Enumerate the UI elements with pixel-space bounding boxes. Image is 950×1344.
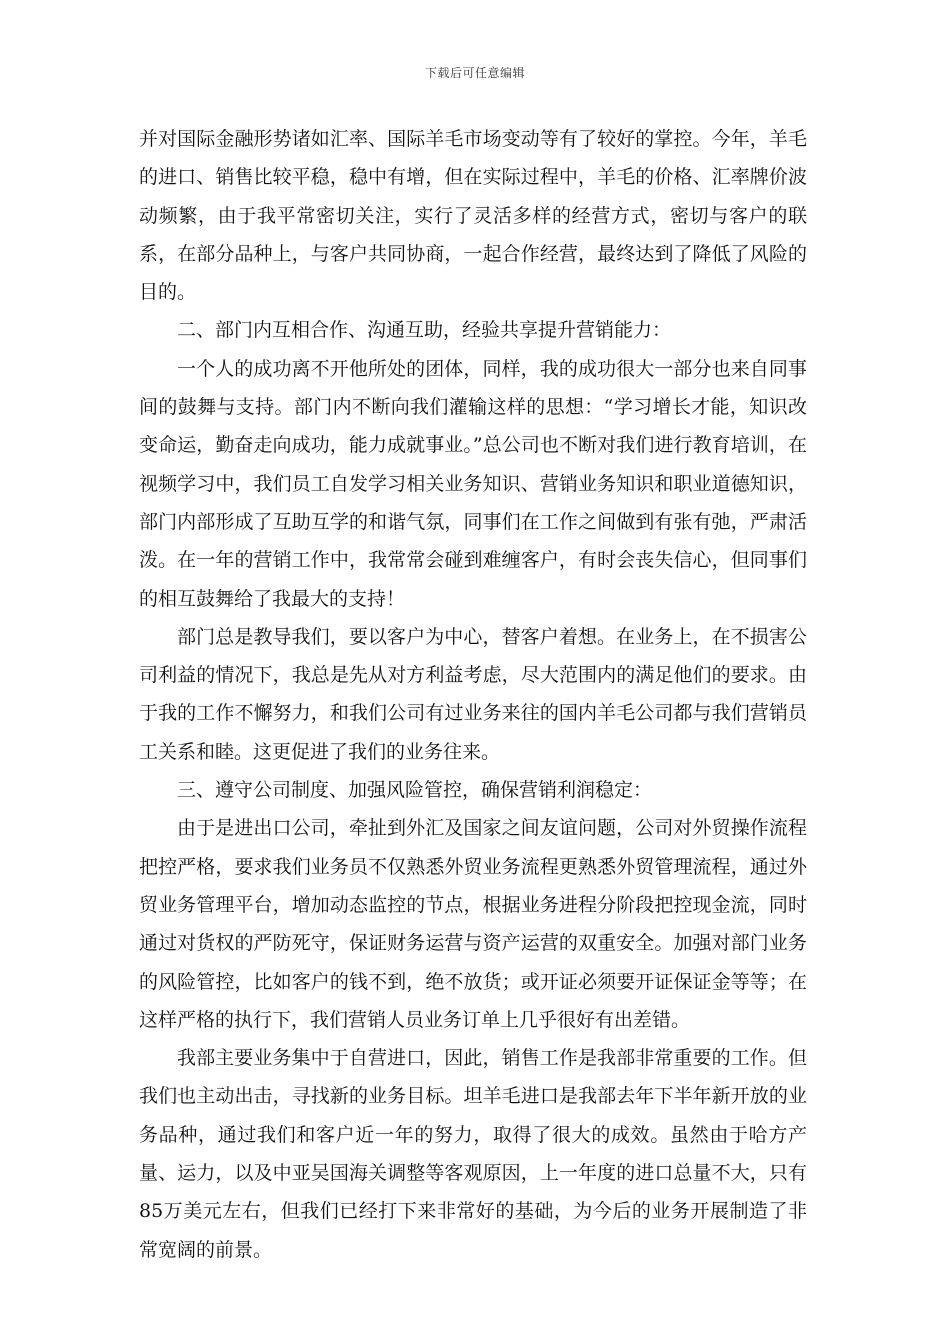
paragraph-3: 部门总是教导我们，要以客户为中心，替客户着想。在业务上，在不损害公司利益的情况下，我总是先从对方利益考虑，尽大范围内的满足他们的要求。由于我的工作不懈努力，和我们公司有过业务来往的国内羊毛公司都与我们营销员工关系和睦。这更促进了我们的业务往来。	[139, 625, 807, 763]
section-heading-2: 二、部门内互相合作、沟通互助，经验共享提升营销能力：	[177, 319, 672, 342]
paragraph-2: 一个人的成功离不开他所处的团体，同样，我的成功很大一部分也来自同事间的鼓舞与支持。部门内不断向我们灌输这样的思想：“学习增长才能，知识改变命运，勤奋走向成功，能力成就事业。”总公司也不断对我们进行教育培训，在视频学习中，我们员工自发学习相关业务知识、营销业务知识和职业道德知识，部门内部形成了互助互学的和谐气氛，同事们在工作之间做到有张有弛，严肃活泼。在一年的营销工作中，我常常会碰到难缠客户，有时会丧失信心，但同事们的相互鼓舞给了我最大的支持！	[139, 357, 807, 610]
paragraph-4: 由于是进出口公司，牵扯到外汇及国家之间友谊问题，公司对外贸操作流程把控严格，要求我们业务员不仅熟悉外贸业务流程更熟悉外贸管理流程，通过外贸业务管理平台，增加动态监控的节点，根据业务进程分阶段把控现金流，同时通过对货权的严防死守，保证财务运营与资产运营的双重安全。加强对部门业务的风险管控，比如客户的钱不到，绝不放货；或开证必须要开证保证金等等；在这样严格的执行下，我们营销人员业务订单上几乎很好有出差错。	[139, 817, 807, 1031]
paragraph-5: 我部主要业务集中于自营进口，因此，销售工作是我部非常重要的工作。但我们也主动出击，寻找新的业务目标。坦羊毛进口是我部去年下半年新开放的业务品种，通过我们和客户近一年的努力，取得了很大的成效。虽然由于哈方产量、运力，以及中亚吴国海关调整等客观原因，上一年度的进口总量不大，只有85万美元左右，但我们已经打下来非常好的基础，为今后的业务开展制造了非常宽阔的前景。	[139, 1047, 807, 1261]
section-heading-3: 三、遵守公司制度、加强风险管控，确保营销利润稳定：	[177, 779, 653, 802]
paragraph-1: 并对国际金融形势诸如汇率、国际羊毛市场变动等有了较好的掌控。今年，羊毛的进口、销售比较平稳，稳中有增，但在实际过程中，羊毛的价格、汇率牌价波动频繁，由于我平常密切关注，实行了灵活多样的经营方式，密切与客户的联系，在部分品种上，与客户共同协商，一起合作经营，最终达到了降低了风险的目的。	[139, 128, 807, 304]
document-body	[139, 120, 807, 1269]
page-header-note: 下载后可任意编辑	[424, 66, 525, 80]
